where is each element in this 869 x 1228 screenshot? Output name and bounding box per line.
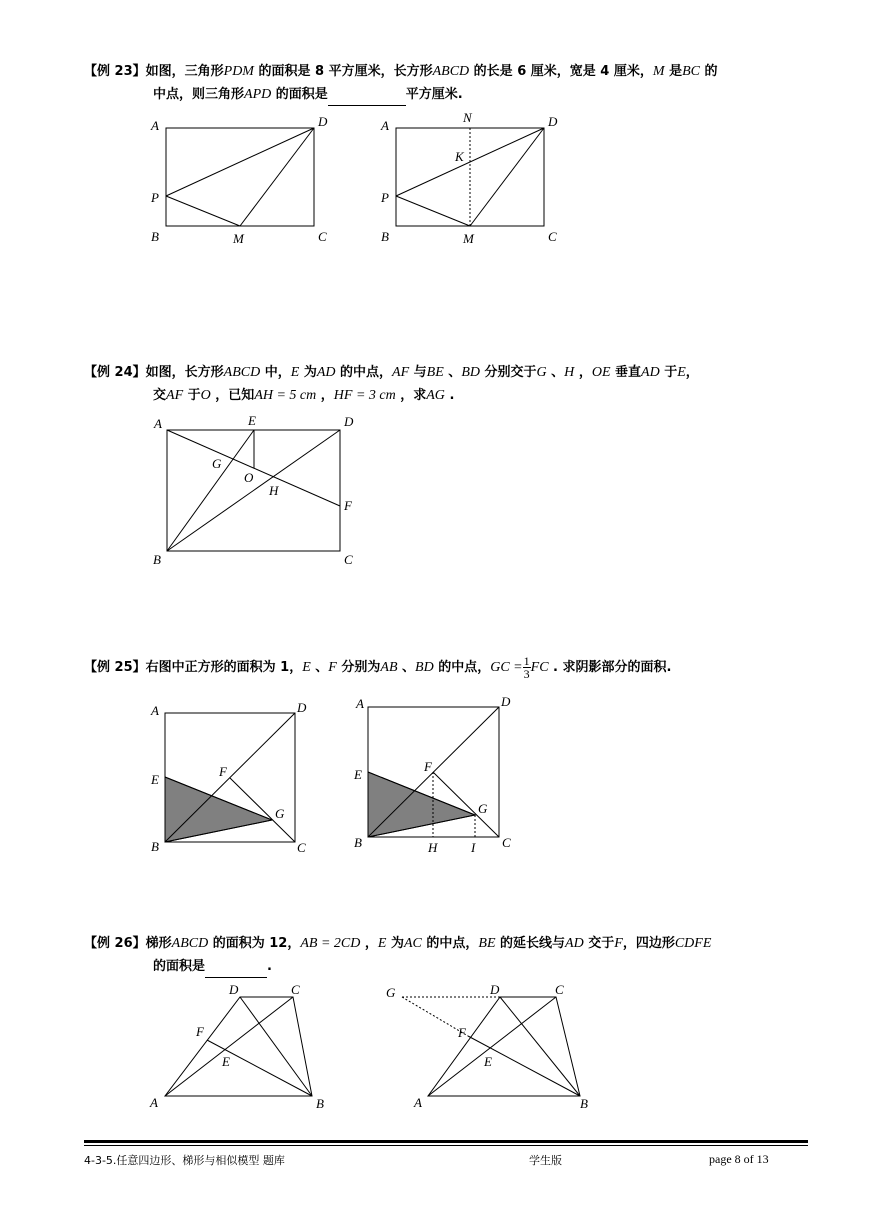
page-footer bbox=[84, 1140, 808, 1172]
text: 如图，长方形 bbox=[145, 365, 224, 380]
math: BC bbox=[682, 64, 700, 79]
text: ，求 bbox=[395, 388, 427, 403]
segment-md bbox=[470, 128, 544, 226]
diagonal-bd bbox=[240, 997, 312, 1096]
label-d: D bbox=[344, 414, 354, 429]
label-g: G bbox=[478, 801, 488, 816]
text: 、 bbox=[546, 365, 565, 380]
label-p: P bbox=[381, 190, 389, 205]
text: 的延长线与 bbox=[495, 936, 566, 951]
label-c: C bbox=[297, 840, 306, 855]
text: 中， bbox=[260, 365, 291, 380]
label-f: F bbox=[424, 759, 432, 774]
problem-23 bbox=[84, 60, 808, 106]
fraction-one-third bbox=[523, 655, 531, 680]
text: ， bbox=[685, 365, 699, 380]
math: AD bbox=[316, 365, 336, 380]
figure-26-left bbox=[145, 980, 345, 1115]
math: E bbox=[290, 365, 300, 380]
math: GC = bbox=[490, 660, 523, 675]
text: 交于 bbox=[583, 936, 615, 951]
math: AD bbox=[565, 936, 584, 951]
math: BE bbox=[478, 936, 496, 951]
label-d: D bbox=[318, 114, 328, 129]
figure-26-right bbox=[380, 980, 610, 1115]
math: ABCD bbox=[171, 936, 209, 951]
label-c: C bbox=[555, 982, 564, 997]
label-a: A bbox=[151, 118, 159, 133]
math: F bbox=[614, 936, 623, 951]
label-f: F bbox=[196, 1024, 204, 1039]
math: FC bbox=[530, 660, 549, 675]
text: ， bbox=[316, 388, 334, 403]
problem-26-tag: 【例 26】 bbox=[84, 936, 146, 951]
math: AF bbox=[392, 365, 410, 380]
text: . bbox=[444, 388, 455, 403]
label-n: N bbox=[463, 110, 472, 125]
label-i: I bbox=[471, 840, 476, 855]
label-c: C bbox=[548, 229, 557, 244]
math: AB = 2CD bbox=[300, 936, 361, 951]
footer-edition: 学生版 bbox=[529, 1154, 562, 1167]
label-a: A bbox=[381, 118, 389, 133]
figure-25-left bbox=[145, 700, 320, 860]
shaded-triangle bbox=[368, 772, 475, 837]
math: AH = 5 cm bbox=[254, 388, 317, 403]
problem-23-line-2 bbox=[84, 83, 808, 106]
label-d: D bbox=[501, 694, 511, 709]
problem-25 bbox=[84, 655, 808, 680]
rectangle-abcd bbox=[166, 128, 314, 226]
problem-26-line-1 bbox=[84, 932, 808, 955]
label-b: B bbox=[580, 1096, 588, 1111]
text: ，四边形 bbox=[622, 936, 675, 951]
figure-23-left bbox=[140, 110, 340, 250]
text: 平方厘米. bbox=[405, 87, 463, 102]
text: 右图中正方形的面积为 1， bbox=[145, 660, 303, 675]
math: AD bbox=[641, 365, 660, 380]
figure-25-right bbox=[350, 695, 530, 860]
text: 分别交于 bbox=[479, 365, 537, 380]
label-f: F bbox=[344, 498, 352, 513]
label-a: A bbox=[356, 696, 364, 711]
label-e: E bbox=[222, 1054, 230, 1069]
diagonal-ac bbox=[428, 997, 556, 1096]
text: 梯形 bbox=[145, 936, 172, 951]
math: M bbox=[652, 64, 665, 79]
figure-24 bbox=[150, 410, 370, 575]
text: 于 bbox=[659, 365, 678, 380]
math: CDFE bbox=[674, 936, 712, 951]
math: BD bbox=[415, 660, 434, 675]
trapezoid-abcd bbox=[165, 997, 312, 1096]
label-b: B bbox=[354, 835, 362, 850]
text: ， bbox=[360, 936, 378, 951]
math: O bbox=[200, 388, 211, 403]
label-m: M bbox=[463, 231, 474, 246]
text: 的面积为 12， bbox=[208, 936, 301, 951]
trapezoid-abcd bbox=[428, 997, 580, 1096]
text: 的面积是 bbox=[153, 959, 206, 974]
text: 于 bbox=[183, 388, 201, 403]
problem-23-line-1 bbox=[84, 60, 808, 83]
label-e: E bbox=[484, 1054, 492, 1069]
segment-be bbox=[167, 430, 254, 551]
math: E bbox=[677, 365, 686, 380]
text: 如图，三角形 bbox=[145, 64, 224, 79]
text: 的 bbox=[699, 64, 718, 79]
label-b: B bbox=[153, 552, 161, 567]
footer-title: 4-3-5.任意四边形、梯形与相似模型 题库 bbox=[84, 1154, 285, 1167]
problem-24-tag: 【例 24】 bbox=[84, 365, 146, 380]
label-c: C bbox=[502, 835, 511, 850]
math: E bbox=[377, 936, 387, 951]
text: 、 bbox=[310, 660, 329, 675]
label-a: A bbox=[150, 1095, 158, 1110]
text: 的中点， bbox=[421, 936, 479, 951]
segment-pd bbox=[166, 128, 314, 196]
math: ABCD bbox=[223, 365, 261, 380]
math: F bbox=[328, 660, 337, 675]
text: 分别为 bbox=[336, 660, 381, 675]
text: 、 bbox=[443, 365, 462, 380]
text: 与 bbox=[409, 365, 427, 380]
footer-rule-thick bbox=[84, 1140, 808, 1143]
label-h: H bbox=[428, 840, 438, 855]
text: ，已知 bbox=[210, 388, 255, 403]
problem-25-tag: 【例 25】 bbox=[84, 660, 146, 675]
problem-24-line-1 bbox=[84, 361, 808, 384]
math: APD bbox=[244, 87, 272, 102]
label-g: G bbox=[275, 806, 285, 821]
footer-row bbox=[84, 1152, 808, 1172]
figure-23-right bbox=[370, 110, 570, 250]
text: 、 bbox=[397, 660, 416, 675]
text: 中点，则三角形 bbox=[153, 87, 245, 102]
label-b: B bbox=[151, 839, 159, 854]
text: 的面积是 bbox=[271, 87, 328, 102]
label-a: A bbox=[151, 703, 159, 718]
text: 的中点， bbox=[335, 365, 393, 380]
label-b: B bbox=[151, 229, 159, 244]
label-e: E bbox=[151, 772, 159, 787]
label-d: D bbox=[490, 982, 500, 997]
problem-24-line-2 bbox=[84, 384, 808, 407]
text: 垂直 bbox=[610, 365, 642, 380]
label-b: B bbox=[316, 1096, 324, 1111]
math: PDM bbox=[223, 64, 254, 79]
shaded-triangle bbox=[165, 777, 272, 842]
text: ， bbox=[574, 365, 592, 380]
numerator: 1 bbox=[523, 654, 530, 668]
text: 为 bbox=[299, 365, 317, 380]
label-b: B bbox=[381, 229, 389, 244]
math: BD bbox=[461, 365, 480, 380]
problem-24 bbox=[84, 361, 808, 407]
label-m: M bbox=[233, 231, 244, 246]
denominator: 3 bbox=[523, 667, 530, 681]
math: AG bbox=[426, 388, 445, 403]
text: 的长是 6 厘米，宽是 4 厘米， bbox=[469, 64, 653, 79]
label-d: D bbox=[297, 700, 307, 715]
math: H bbox=[564, 365, 575, 380]
label-o: O bbox=[244, 470, 254, 485]
label-c: C bbox=[318, 229, 327, 244]
segment-pm bbox=[166, 196, 240, 226]
label-h: H bbox=[269, 483, 279, 498]
answer-blank[interactable] bbox=[205, 961, 267, 978]
segment-pm bbox=[396, 196, 470, 226]
math: OE bbox=[591, 365, 611, 380]
label-c: C bbox=[291, 982, 300, 997]
label-c: C bbox=[344, 552, 353, 567]
label-e: E bbox=[248, 413, 256, 428]
label-p: P bbox=[151, 190, 159, 205]
math: ABCD bbox=[432, 64, 470, 79]
label-a: A bbox=[154, 416, 162, 431]
label-f: F bbox=[219, 764, 227, 779]
text: 的面积是 8 平方厘米，长方形 bbox=[253, 64, 433, 79]
math: BE bbox=[426, 365, 444, 380]
math: G bbox=[536, 365, 547, 380]
text: . bbox=[267, 959, 272, 974]
math: AB bbox=[380, 660, 398, 675]
problem-25-line-1 bbox=[84, 655, 808, 680]
text: 交 bbox=[153, 388, 167, 403]
footer-rule-thin bbox=[84, 1145, 808, 1146]
math: HF = 3 cm bbox=[333, 388, 396, 403]
problem-26-line-2 bbox=[84, 955, 808, 978]
label-k: K bbox=[455, 149, 464, 164]
problem-26 bbox=[84, 932, 808, 978]
text: 是 bbox=[664, 64, 683, 79]
label-f: F bbox=[458, 1025, 466, 1040]
segment-md bbox=[240, 128, 314, 226]
math: E bbox=[302, 660, 311, 675]
text: 为 bbox=[386, 936, 404, 951]
label-a: A bbox=[414, 1095, 422, 1110]
label-d: D bbox=[548, 114, 558, 129]
label-d: D bbox=[229, 982, 239, 997]
math: AF bbox=[166, 388, 184, 403]
text: 的中点， bbox=[433, 660, 491, 675]
answer-blank[interactable] bbox=[328, 89, 406, 106]
footer-page-number: page 8 of 13 bbox=[709, 1152, 769, 1166]
problem-23-tag: 【例 23】 bbox=[84, 64, 146, 79]
text: . 求阴影部分的面积. bbox=[548, 660, 672, 675]
math: AC bbox=[403, 936, 422, 951]
label-g: G bbox=[386, 985, 396, 1000]
label-g: G bbox=[212, 456, 222, 471]
label-e: E bbox=[354, 767, 362, 782]
